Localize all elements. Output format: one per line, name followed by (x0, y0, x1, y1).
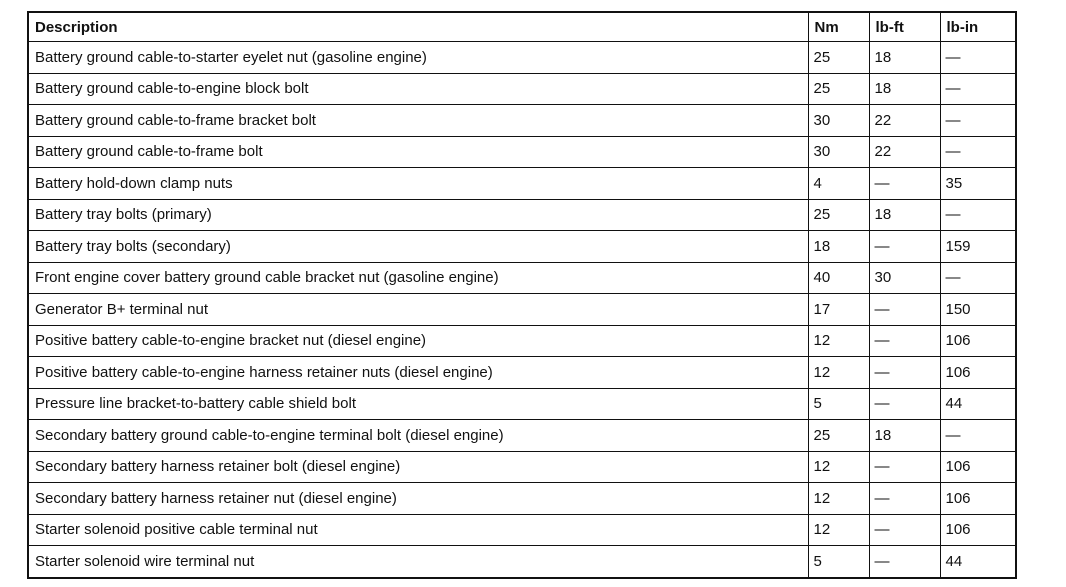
cell-description: Battery tray bolts (primary) (28, 199, 808, 231)
header-row (28, 12, 1016, 42)
table-header (28, 12, 1016, 42)
cell-lb-in: 35 (940, 168, 1016, 200)
cell-description: Battery ground cable-to-frame bracket bolt (28, 105, 808, 137)
cell-lb-in: 106 (940, 514, 1016, 546)
cell-description: Positive battery cable-to-engine bracket nut (diesel engine) (28, 325, 808, 357)
table-row (28, 546, 1016, 578)
cell-nm: 12 (808, 483, 869, 515)
cell-lb-ft: — (869, 294, 940, 326)
table-body (28, 42, 1016, 578)
cell-lb-in: 44 (940, 388, 1016, 420)
cell-description: Battery ground cable-to-frame bolt (28, 136, 808, 168)
table-row (28, 483, 1016, 515)
torque-spec-table (27, 11, 1017, 579)
cell-lb-in: — (940, 105, 1016, 137)
cell-nm: 40 (808, 262, 869, 294)
cell-lb-in: — (940, 73, 1016, 105)
cell-lb-ft: — (869, 514, 940, 546)
cell-lb-ft: — (869, 325, 940, 357)
table-row (28, 199, 1016, 231)
cell-description: Starter solenoid wire terminal nut (28, 546, 808, 578)
table-row (28, 231, 1016, 263)
cell-lb-in: 106 (940, 357, 1016, 389)
cell-lb-ft: 22 (869, 105, 940, 137)
cell-lb-in: — (940, 42, 1016, 74)
cell-nm: 12 (808, 514, 869, 546)
cell-lb-in: — (940, 199, 1016, 231)
cell-lb-ft: — (869, 546, 940, 578)
cell-lb-in: 159 (940, 231, 1016, 263)
cell-lb-in: 106 (940, 483, 1016, 515)
cell-lb-in: 44 (940, 546, 1016, 578)
cell-description: Secondary battery harness retainer nut (diesel engine) (28, 483, 808, 515)
cell-lb-ft: 30 (869, 262, 940, 294)
cell-lb-ft: — (869, 231, 940, 263)
cell-nm: 17 (808, 294, 869, 326)
cell-nm: 25 (808, 420, 869, 452)
table-row (28, 105, 1016, 137)
cell-nm: 18 (808, 231, 869, 263)
table-row (28, 325, 1016, 357)
table-row (28, 294, 1016, 326)
cell-nm: 5 (808, 546, 869, 578)
cell-lb-in: 150 (940, 294, 1016, 326)
cell-description: Pressure line bracket-to-battery cable shield bolt (28, 388, 808, 420)
cell-description: Battery hold-down clamp nuts (28, 168, 808, 200)
cell-lb-in: — (940, 420, 1016, 452)
cell-description: Secondary battery harness retainer bolt (diesel engine) (28, 451, 808, 483)
cell-lb-ft: 18 (869, 42, 940, 74)
cell-lb-ft: 18 (869, 73, 940, 105)
cell-description: Battery tray bolts (secondary) (28, 231, 808, 263)
cell-nm: 25 (808, 42, 869, 74)
table-row (28, 514, 1016, 546)
table-row (28, 42, 1016, 74)
table-row (28, 420, 1016, 452)
cell-nm: 25 (808, 73, 869, 105)
cell-nm: 5 (808, 388, 869, 420)
cell-description: Battery ground cable-to-starter eyelet nut (gasoline engine) (28, 42, 808, 74)
cell-description: Generator B+ terminal nut (28, 294, 808, 326)
table-row (28, 73, 1016, 105)
table-row (28, 388, 1016, 420)
cell-lb-ft: — (869, 451, 940, 483)
table-row (28, 168, 1016, 200)
cell-description: Front engine cover battery ground cable bracket nut (gasoline engine) (28, 262, 808, 294)
cell-lb-ft: — (869, 168, 940, 200)
cell-description: Secondary battery ground cable-to-engine terminal bolt (diesel engine) (28, 420, 808, 452)
cell-lb-ft: 18 (869, 420, 940, 452)
cell-lb-in: 106 (940, 325, 1016, 357)
cell-nm: 12 (808, 357, 869, 389)
cell-nm: 25 (808, 199, 869, 231)
table-row (28, 451, 1016, 483)
cell-description: Battery ground cable-to-engine block bolt (28, 73, 808, 105)
cell-description: Starter solenoid positive cable terminal nut (28, 514, 808, 546)
cell-nm: 4 (808, 168, 869, 200)
cell-nm: 12 (808, 451, 869, 483)
cell-lb-ft: — (869, 483, 940, 515)
cell-nm: 12 (808, 325, 869, 357)
cell-lb-ft: — (869, 357, 940, 389)
cell-nm: 30 (808, 105, 869, 137)
table-row (28, 357, 1016, 389)
cell-lb-in: — (940, 262, 1016, 294)
cell-lb-ft: 22 (869, 136, 940, 168)
cell-lb-in: — (940, 136, 1016, 168)
cell-lb-in: 106 (940, 451, 1016, 483)
cell-description: Positive battery cable-to-engine harness retainer nuts (diesel engine) (28, 357, 808, 389)
cell-lb-ft: — (869, 388, 940, 420)
cell-nm: 30 (808, 136, 869, 168)
cell-lb-ft: 18 (869, 199, 940, 231)
header-lb-in: lb-in (940, 12, 1016, 42)
table-row (28, 262, 1016, 294)
header-description: Description (28, 12, 808, 42)
table-row (28, 136, 1016, 168)
header-nm: Nm (808, 12, 869, 42)
header-lb-ft: lb-ft (869, 12, 940, 42)
